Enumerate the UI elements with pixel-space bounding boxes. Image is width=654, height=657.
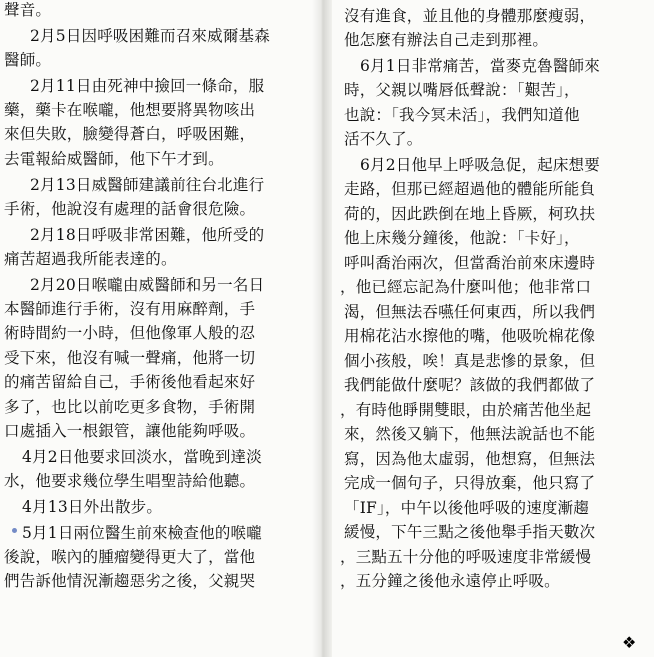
left-column-text-line: 2月18日呼吸非常困難，他所受的	[30, 226, 265, 244]
left-column-text-line: 水，他要求幾位學生唱聖詩給他聽。	[4, 472, 256, 490]
left-column-text-line: 2月20日喉嚨由威醫師和另一名日	[30, 276, 265, 294]
right-column-text-line: 6月2日他早上呼吸急促，起床想要	[360, 156, 600, 174]
right-column-text-line: 6月1日非常痛苦，當麥克魯醫師來	[360, 57, 600, 75]
left-column-text-line: 們告訴他情況漸趨惡劣之後，父親哭	[4, 572, 256, 590]
right-column-text-line: 緩慢，下午三點之後他舉手指天數次	[344, 523, 596, 541]
left-column-text-line: 手術，他說沒有處理的話會很危險。	[4, 200, 256, 218]
right-column-text-line: 時，父親以嘴唇低聲說：「艱苦」，	[344, 81, 580, 99]
left-column-text-line: 去電報給威醫師，他下午才到。	[4, 150, 224, 168]
right-column-text-line: 用棉花沾水擦他的嘴，他吸吮棉花像	[344, 327, 596, 345]
right-column-text-line: 完成一個句子，只得放棄，他只寫了	[344, 474, 596, 492]
right-column-text-line: ，五分鐘之後他永遠停止呼吸。	[340, 572, 560, 590]
right-column-text-line: 走路，但那已經超過他的體能所能負	[344, 180, 596, 198]
left-column-text-line: 2月11日由死神中撿回一條命，服	[30, 77, 265, 95]
right-column-text-line: 寫，因為他太虛弱，他想寫，但無法	[344, 450, 596, 468]
left-column-text-line: 的痛苦留給自己，手術後他看起來好	[4, 373, 256, 391]
page-gutter	[312, 0, 332, 657]
right-column-text-line: 他上床幾分鐘後，他說：「卡好」，	[344, 229, 580, 247]
left-column-text-line: 痛苦超過我所能表達的。	[4, 250, 177, 268]
left-column-text-line: 4月2日他要求回淡水，當晚到達淡	[22, 448, 262, 466]
left-column-text-line: 聲音。	[4, 1, 52, 19]
left-column-text-line: 受下來，他沒有喊一聲痛，他將一切	[4, 349, 256, 367]
left-column-text-line: 5月1日兩位醫生前來檢查他的喉嚨	[22, 524, 262, 542]
right-column-text-line: 他怎麼有辦法自己走到那裡。	[344, 31, 549, 49]
end-mark-icon: ❖	[622, 633, 637, 652]
right-column-text-line: 個小孩般，唉！真是悲慘的景象，但	[344, 352, 596, 370]
right-column-text-line: 我們能做什麼呢？該做的我們都做了	[344, 376, 596, 394]
left-column-text-line: 術時間約一小時，但他像軍人般的忍	[4, 324, 256, 342]
left-column-text-line: 口處插入一根銀管，讓他能夠呼吸。	[4, 422, 256, 440]
left-column-text-line: 醫師。	[4, 51, 52, 69]
right-column-text-line: 渴，但無法吞嚥任何東西，所以我們	[344, 303, 596, 321]
right-column-text-line: ，他已經忘記為什麼叫他；他非常口	[340, 278, 592, 296]
right-column-text-line: 「IF」，中午以後他呼吸的速度漸趨	[344, 499, 590, 517]
left-column-text-line: 2月13日威醫師建議前往台北進行	[30, 176, 265, 194]
left-column	[0, 0, 312, 657]
right-column-text-line: 來，然後又躺下，他無法說話也不能	[344, 425, 596, 443]
right-column-text-line: 呼叫喬治兩次，但當喬治前來床邊時	[344, 254, 596, 272]
left-column-text-line: 來但失敗，臉變得蒼白，呼吸困難，	[4, 125, 256, 143]
right-column-text-line: 沒有進食，並且他的身體那麼瘦弱，	[344, 7, 596, 25]
left-column-text-line: 多了，也比以前吃更多食物，手術開	[4, 398, 256, 416]
left-column-text-line: 2月5日因呼吸困難而召來威爾基森	[30, 27, 270, 45]
right-column-text-line: ，三點五十分他的呼吸速度非常緩慢	[340, 548, 592, 566]
ink-speck	[12, 528, 17, 533]
left-column-text-line: 後說，喉內的腫瘤變得更大了，當他	[4, 548, 256, 566]
right-column	[332, 0, 654, 657]
right-column-text-line: ，有時他睜開雙眼，由於痛苦他坐起	[340, 401, 592, 419]
left-column-text-line: 4月13日外出散步。	[22, 498, 163, 516]
right-column-text-line: 也說：「我今冥未活」，我們知道他	[344, 106, 580, 124]
left-column-text-line: 藥，藥卡在喉嚨，他想要將異物咳出	[4, 101, 256, 119]
right-column-text-line: 活不久了。	[344, 130, 423, 148]
right-column-text-line: 荷的，因此跌倒在地上昏厥，柯玖扶	[344, 205, 596, 223]
left-column-text-line: 本醫師進行手術，沒有用麻醉劑，手	[4, 300, 256, 318]
